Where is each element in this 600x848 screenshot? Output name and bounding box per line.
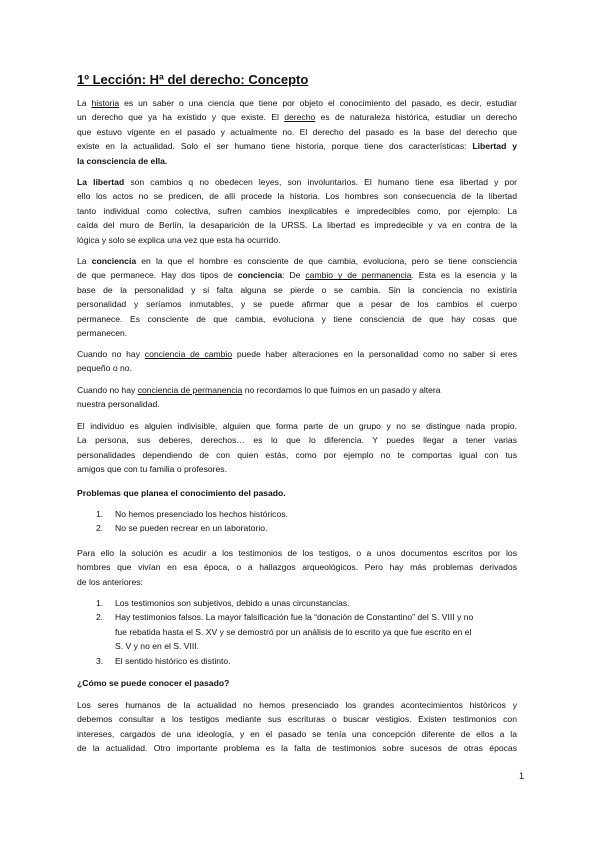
list-item: 2. No se pueden recrear en un laboratorio. <box>96 523 268 534</box>
paragraph-historia: La historia es un saber o una ciencia que tiene por objeto el conocimiento del pasado, es decir, estudiar un derecho que ya ha existido y que existe. El derecho es de naturaleza histórica, estudiar un derecho que estuvo vigente en el pasado y actualmente no. El derecho del pasado es la base del derecho que existe en la actualidad. Solo el ser humano tiene historia, porque tiene dos características: Libertad y la consciencia de ella. <box>77 98 517 166</box>
paragraph-conciencia-cambio: Cuando no hay conciencia de cambio puede haber alteraciones en la personalidad como no saber si eres pequeño o no. <box>77 349 517 374</box>
list-item: 1. Los testimonios son subjetivos, debido a unas circunstancias. <box>96 598 350 608</box>
paragraph-individuo: El individuo es alguien indivisible, alguien que forma parte de un grupo y no se distingue nada propio. La persona, sus deberes, derechos… es lo que lo diferencia. Y puedes llegar a tener varias personalidades dependiendo de con quien estás, como por ejemplo no te comportas igual con tus amigos que con tu familia o profesores. <box>77 421 517 475</box>
list-item: 1. No hemos presenciado los hechos históricos. <box>96 509 288 519</box>
paragraph-conciencia-permanencia: Cuando no hay conciencia de permanencia no recordamos lo que fuimos en un pasado y altera nuestra personalidad. <box>77 385 441 410</box>
list-item: 3. El sentido histórico es distinto. <box>96 655 231 666</box>
page-number: 1 <box>518 771 524 781</box>
paragraph-libertad: La libertad son cambios q no obedecen leyes, son involuntarios. El humano tiene esa libertad y por ello los actos no se predicen, de allí procede la historia. Los hombres son consecuencia de la libertad tanto individual como colectiva, sufren cambios inexplicables e impredecibles como, por ejemplo: La caída del muro de Berlín, la desaparición de la URSS. La libertad es impredecible y va en contra de la lógica y solo se explica una vez que esta ha ocurrido. <box>77 177 517 245</box>
underlined-term: historia <box>91 98 120 108</box>
problems-list <box>96 507 516 536</box>
section-heading-como-conocer: ¿Cómo se puede conocer el pasado? <box>77 678 230 688</box>
page-title: 1º Lección: Hª del derecho: Concepto <box>77 72 309 87</box>
derived-problems-list <box>96 596 516 668</box>
paragraph-conocer-pasado: Los seres humanos de la actualidad no hemos presenciado los grandes acontecimientos históricos y debemos consultar a los testigos mediante sus escrituras o buscar vestigios. Existen testimonios con intereses, cargados de una ideología, y en el pasado se tenía una concepción diferente de ellos a la de la actualidad. Otro importante problema es la falta de testimonios sobre sucesos de otras épocas <box>77 700 517 754</box>
underlined-term: derecho <box>284 112 316 123</box>
section-heading-problemas: Problemas que planea el conocimiento del pasado. <box>77 488 286 498</box>
list-item: 2. Hay testimonios falsos. La mayor falsificación fue la “donación de Constantino” del S. VIII y no fue rebatida hasta el S. XV y se demostró por un análisis de lo escrito ya que fue escrito en el S. V y no en el S. VIII. <box>96 612 474 652</box>
paragraph-conciencia: La conciencia en la que el hombre es consciente de que cambia, evoluciona, pero se tiene consciencia de que permanece. Hay dos tipos de conciencia: De cambio y de permanencia. Esta es la esencia y la base de la personalidad y si falta alguna se pierde o se cambia. Sin la conciencia no existiría personalidad y seríamos inmutables, y se puede afirmar que a pesar de los cambios el cuerpo permanece. Es consciente de que cambia, evoluciona y tiene consciencia de que hay cosas que permanecen. <box>77 256 517 339</box>
paragraph-solucion: Para ello la solución es acudir a los testimonios de los testigos, o a unos documentos escritos por los hombres que vivían en esa época, o a hallazgos arqueológicos. Pero hay más problemas derivados de los anteriores: <box>77 548 517 587</box>
